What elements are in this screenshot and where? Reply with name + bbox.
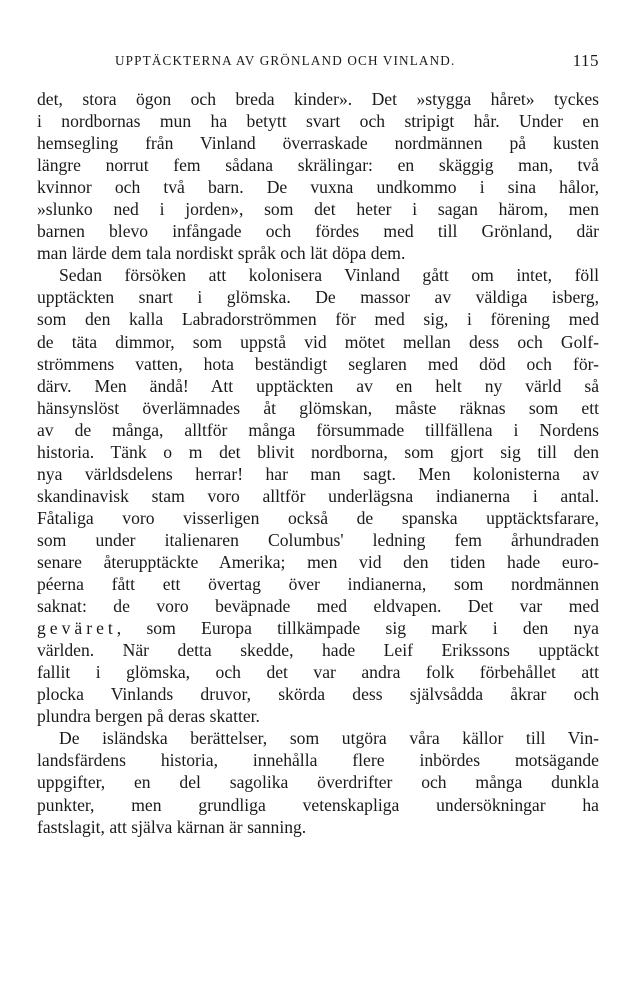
text-line: saknat: de voro beväpnade med eldvapen. Det var med <box>37 596 599 617</box>
text-line: det, stora ögon och breda kinder». Det »stygga håret» tyckes <box>37 89 599 109</box>
text-line: plocka Vinlands druvor, skörda dess självsådda åkrar och <box>37 684 599 705</box>
text-line: Sedan försöken att kolonisera Vinland gått om intet, föll <box>59 265 599 286</box>
text-line: punkter, men grundliga vetenskapliga undersökningar ha <box>37 794 599 815</box>
text-line: som under italienaren Columbus' ledning fem århundraden <box>37 529 599 550</box>
text-line: därv. Men ändå! Att upptäckten av en helt ny värld så <box>37 375 599 396</box>
text-line: längre norrut fem sådana skrälingar: en skäggig man, två <box>37 155 599 176</box>
text-line: de täta dimmor, som uppstå vid mötet mellan dess och Golf- <box>37 331 599 352</box>
text-line: man lärde dem tala nordiskt språk och lät döpa dem. <box>37 243 406 264</box>
text-line: Fåtaliga voro visserligen också de spanska upptäcktsfarare, <box>37 507 599 528</box>
text-line: strömmens vatten, hota beständigt seglaren med död och för- <box>37 353 599 374</box>
running-title: UPPTÄCKTERNA AV GRÖNLAND OCH VINLAND. <box>115 53 456 68</box>
text-line: hemsegling från Vinland överraskade nordmännen på kusten <box>37 133 599 154</box>
text-line: nya världsdelens herrar! har man sagt. Men kolonisterna av <box>37 463 599 484</box>
text-line: plundra bergen på deras skatter. <box>37 706 260 727</box>
text-line: hänsynslöst överlämnades åt glömskan, måste räknas som ett <box>37 397 599 418</box>
text-line: upptäckten snart i glömska. De massor av väldiga isberg, <box>37 287 599 308</box>
running-head <box>37 50 599 72</box>
text-line: landsfärdens historia, innehålla flere inbördes motsägande <box>37 750 599 771</box>
text-line: världen. När detta skedde, hade Leif Erikssons upptäckt <box>37 640 599 661</box>
text-line: barnen blevo infångade och fördes med till Grönland, där <box>37 221 599 242</box>
text-line: i nordbornas mun ha betytt svart och stripigt hår. Under en <box>37 111 599 132</box>
text-line: kvinnor och två barn. De vuxna undkommo i sina hålor, <box>37 177 599 198</box>
text-line: historia. Tänk o m det blivit nordborna, som gjort sig till den <box>37 441 599 462</box>
text-line: skandinavisk stam voro alltför underlägsna indianerna i antal. <box>37 485 599 506</box>
text-line: fallit i glömska, och det var andra folk förbehållet att <box>37 662 599 683</box>
text-line: De isländska berättelser, som utgöra våra källor till Vin- <box>59 728 599 749</box>
emphasized-word: geväret <box>37 618 117 639</box>
text-line: av de många, alltför många försummade tillfällena i Nordens <box>37 419 599 440</box>
text-line: uppgifter, en del sagolika överdrifter och många dunkla <box>37 772 599 793</box>
text-line: péerna fått ett övertag över indianerna, som nordmännen <box>37 574 599 595</box>
text-line: senare återupptäckte Amerika; men vid den tiden hade euro- <box>37 551 599 572</box>
text-line: »slunko ned i jorden», som det heter i sagan härom, men <box>37 199 599 220</box>
text-line: som den kalla Labradorströmmen för med sig, i förening med <box>37 309 599 330</box>
body-text <box>37 88 599 838</box>
page-number: 115 <box>572 51 599 70</box>
text-line: geväret, som Europa tillkämpade sig mark i den nya <box>37 618 599 639</box>
text-line: fastslagit, att själva kärnan är sanning. <box>37 816 307 837</box>
